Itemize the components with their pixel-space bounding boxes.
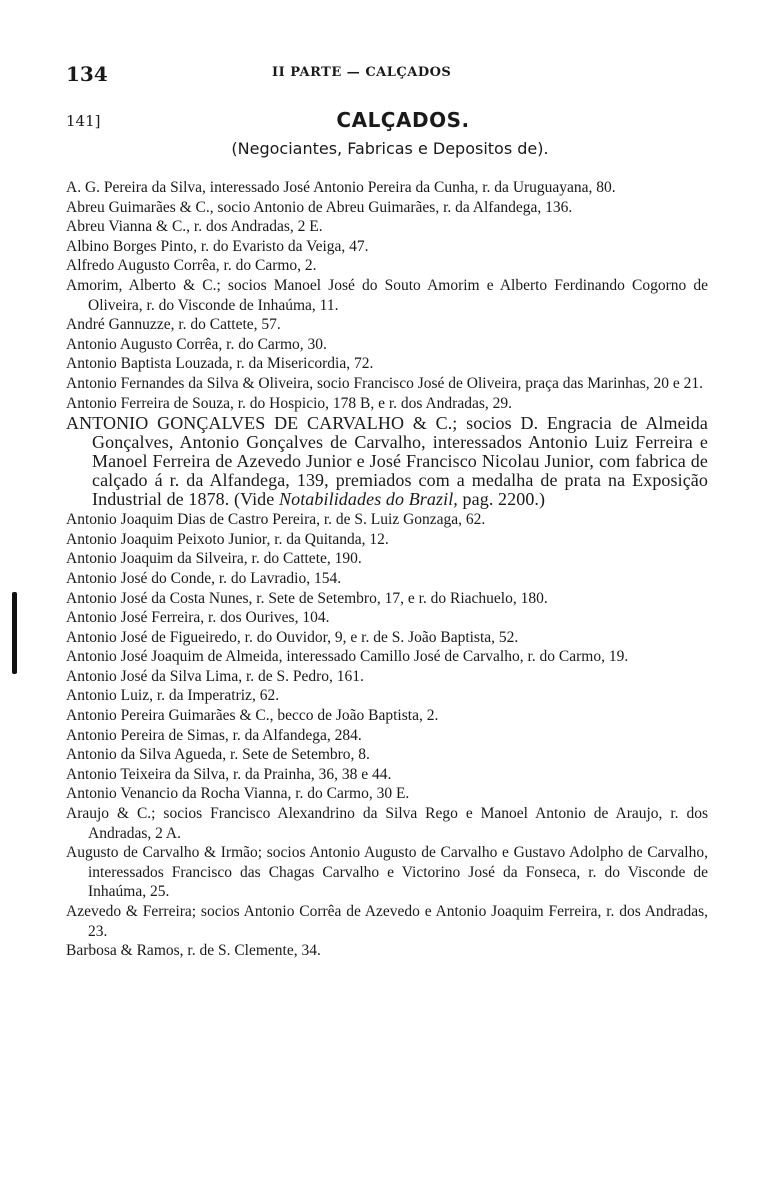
list-item: Antonio Luiz, r. da Imperatriz, 62. — [66, 687, 280, 705]
list-item: Antonio Joaquim Dias de Castro Pereira, r. de S. Luiz Gonzaga, 62. — [66, 511, 486, 529]
list-item: Antonio José de Figueiredo, r. do Ouvidor, 9, e r. de S. João Baptista, 52. — [66, 628, 519, 646]
list-item: Antonio Augusto Corrêa, r. do Carmo, 30. — [66, 335, 327, 353]
featured-entry-reference: Notabilidades do Brazil, — [279, 489, 458, 510]
section-subtitle: (Negociantes, Fabricas e Depositos de). — [231, 139, 549, 158]
list-item: Antonio Pereira Guimarães & C., becco de João Baptista, 2. — [66, 707, 439, 725]
list-item: Albino Borges Pinto, r. do Evaristo da Veiga, 47. — [66, 237, 369, 255]
list-item: Antonio da Silva Agueda, r. Sete de Setembro, 8. — [66, 746, 370, 764]
list-item: Augusto de Carvalho & Irmão; socios Antonio Augusto de Carvalho e Gustavo Adolpho de Carvalho, interessados Francisco das Chagas Carvalho e Victorino José da Fonseca, r. do Visconde de Inhaúma, 25. — [66, 844, 708, 901]
list-item: Antonio Fernandes da Silva & Oliveira, socio Francisco José de Oliveira, praça das Marinhas, 20 e 21. — [66, 374, 704, 392]
list-item: Abreu Guimarães & C., socio Antonio de Abreu Guimarães, r. da Alfandega, 136. — [66, 198, 573, 216]
list-item: Antonio José Ferreira, r. dos Ourives, 104. — [66, 609, 330, 627]
list-item: Abreu Vianna & C., r. dos Andradas, 2 E. — [66, 218, 323, 236]
list-item: Antonio Pereira de Simas, r. da Alfandega, 284. — [66, 726, 362, 744]
list-item: Antonio Joaquim Peixoto Junior, r. da Quitanda, 12. — [66, 530, 389, 548]
list-item: Antonio Baptista Louzada, r. da Misericordia, 72. — [66, 355, 374, 373]
list-item: Antonio José do Conde, r. do Lavradio, 154. — [66, 569, 342, 587]
section-title: CALÇADOS. — [336, 108, 470, 132]
list-item: Barbosa & Ramos, r. de S. Clemente, 34. — [66, 942, 321, 960]
list-item: Antonio Teixeira da Silva, r. da Prainha, 36, 38 e 44. — [66, 765, 392, 783]
section-number: 141] — [66, 112, 101, 130]
margin-mark — [12, 592, 17, 674]
running-head — [66, 62, 706, 86]
list-item: Antonio José da Silva Lima, r. de S. Pedro, 161. — [66, 667, 364, 685]
featured-entry — [66, 414, 708, 509]
list-item: Amorim, Alberto & C.; socios Manoel José do Souto Amorim e Alberto Ferdinando Cogorno de Oliveira, r. do Visconde de Inhaúma, 11. — [66, 276, 708, 314]
page-number: 134 — [66, 62, 108, 86]
list-item: A. G. Pereira da Silva, interessado José Antonio Pereira da Cunha, r. da Uruguayana, 80. — [66, 179, 616, 196]
featured-entry-suffix: pag. 2200.) — [462, 489, 546, 510]
list-item: Antonio José da Costa Nunes, r. Sete de Setembro, 17, e r. do Riachuelo, 180. — [66, 589, 548, 607]
list-item: Antonio Ferreira de Souza, r. do Hospicio, 178 B, e r. dos Andradas, 29. — [66, 394, 512, 412]
list-item: Azevedo & Ferreira; socios Antonio Corrêa de Azevedo e Antonio Joaquim Ferreira, r. dos Andradas, 23. — [66, 903, 708, 940]
featured-entry-text: ANTONIO GONÇALVES DE CARVALHO & C.; socios D. Engracia de Almeida Gonçalves, Antonio Gonçalves de Carvalho, interessados Antonio Luiz Ferreira e Manoel Ferreira de Azevedo Junior e José Francisco Nicolau Junior, com fabrica de calçado á r. da Alfandega, 139, premiados com a medalha de prata na Exposição Industrial de 1878. (Vide — [66, 413, 708, 510]
list-item: Antonio Venancio da Rocha Vianna, r. do Carmo, 30 E. — [66, 785, 410, 803]
list-item: Araujo & C.; socios Francisco Alexandrino da Silva Rego e Manoel Antonio de Araujo, r. dos Andradas, 2 A. — [66, 805, 708, 842]
list-item: Antonio José Joaquim de Almeida, interessado Camillo José de Carvalho, r. do Carmo, 19. — [66, 648, 629, 666]
list-item: Alfredo Augusto Corrêa, r. do Carmo, 2. — [66, 257, 317, 275]
list-item: Antonio Joaquim da Silveira, r. do Cattete, 190. — [66, 550, 362, 568]
list-item: André Gannuzze, r. do Cattete, 57. — [66, 316, 281, 334]
directory-list — [66, 178, 708, 961]
running-head-title: II PARTE — CALÇADOS — [272, 65, 452, 80]
